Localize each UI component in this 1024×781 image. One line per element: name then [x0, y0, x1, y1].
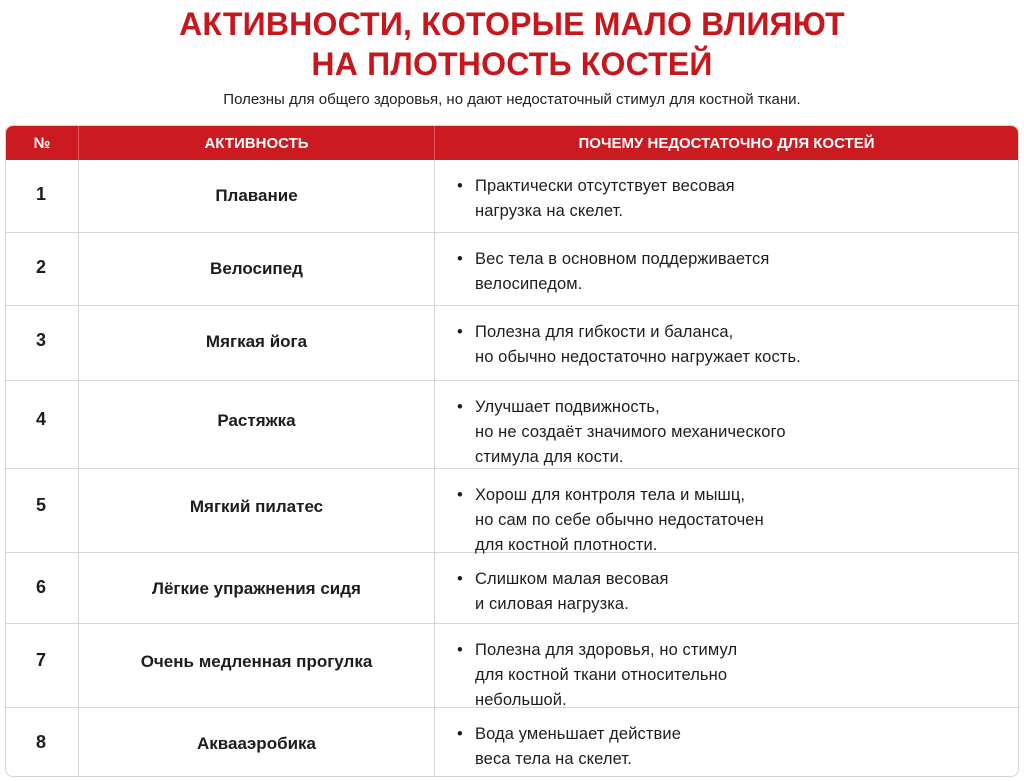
reason-line: • Вода уменьшает действие [475, 725, 681, 743]
reason-line: для костной ткани относительно [475, 666, 728, 684]
reason-line: нагрузка на скелет. [475, 202, 624, 220]
table-row [6, 232, 1018, 305]
row-reason [434, 306, 1018, 380]
column-header-number: № [33, 134, 51, 152]
table-row [6, 468, 1018, 552]
reason-bullet [457, 638, 1018, 713]
reason-line: • Полезна для здоровья, но стимул [475, 641, 738, 659]
row-number: 5 [36, 495, 47, 515]
row-reason [434, 381, 1018, 468]
row-number: 4 [36, 409, 47, 429]
row-activity: Плавание [78, 160, 434, 232]
page-title [0, 4, 1024, 84]
row-number: 8 [36, 732, 47, 752]
row-number: 3 [36, 330, 47, 350]
row-activity: Велосипед [78, 233, 434, 305]
row-activity: Мягкий пилатес [78, 469, 434, 552]
reason-line: и силовая нагрузка. [475, 595, 629, 613]
reason-bullet [457, 395, 1018, 470]
activities-table [5, 125, 1019, 777]
column-header-reason: ПОЧЕМУ НЕДОСТАТОЧНО ДЛЯ КОСТЕЙ [434, 126, 1018, 160]
row-number: 1 [36, 184, 47, 204]
table-header [6, 126, 1018, 160]
reason-line: • Улучшает подвижность, [475, 398, 660, 416]
reason-line: • Практически отсутствует весовая [475, 177, 735, 195]
reason-line: велосипедом. [475, 275, 583, 293]
reason-line: веса тела на скелет. [475, 750, 632, 768]
reason-line: для костной плотности. [475, 536, 658, 554]
column-header-activity: АКТИВНОСТЬ [78, 126, 434, 160]
reason-line: но не создаёт значимого механического [475, 423, 786, 441]
reason-bullet [457, 483, 1018, 558]
reason-line: небольшой. [475, 691, 567, 709]
reason-bullet [457, 722, 1018, 772]
reason-line: • Хорош для контроля тела и мышц, [475, 486, 746, 504]
row-reason [434, 708, 1018, 777]
row-number: 2 [36, 257, 47, 277]
table-row [6, 552, 1018, 623]
page-subtitle: Полезны для общего здоровья, но дают недостаточный стимул для костной ткани. [223, 91, 801, 108]
reason-line: • Вес тела в основном поддерживается [475, 250, 770, 268]
title-line-2: НА ПЛОТНОСТЬ КОСТЕЙ [311, 46, 713, 82]
reason-line: но сам по себе обычно недостаточен [475, 511, 764, 529]
row-activity: Аквааэробика [78, 708, 434, 777]
reason-line: • Полезна для гибкости и баланса, [475, 323, 734, 341]
row-activity: Мягкая йога [78, 306, 434, 380]
title-line-1: АКТИВНОСТИ, КОТОРЫЕ МАЛО ВЛИЯЮТ [179, 6, 845, 42]
row-activity: Очень медленная прогулка [78, 624, 434, 707]
table-row [6, 305, 1018, 380]
row-reason [434, 233, 1018, 305]
reason-bullet [457, 567, 1018, 617]
table-row [6, 623, 1018, 707]
row-reason [434, 624, 1018, 707]
row-reason [434, 469, 1018, 552]
table-row [6, 707, 1018, 777]
row-reason [434, 160, 1018, 232]
reason-line: но обычно недостаточно нагружает кость. [475, 348, 801, 366]
table-row [6, 160, 1018, 232]
row-reason [434, 553, 1018, 623]
reason-bullet [457, 247, 1018, 297]
reason-bullet [457, 174, 1018, 224]
row-activity: Лёгкие упражнения сидя [78, 553, 434, 623]
reason-line: стимула для кости. [475, 448, 624, 466]
row-number: 6 [36, 577, 47, 597]
reason-bullet [457, 320, 1018, 370]
row-number: 7 [36, 650, 47, 670]
table-row [6, 380, 1018, 468]
reason-line: • Слишком малая весовая [475, 570, 669, 588]
row-activity: Растяжка [78, 381, 434, 468]
table-body [6, 160, 1018, 777]
